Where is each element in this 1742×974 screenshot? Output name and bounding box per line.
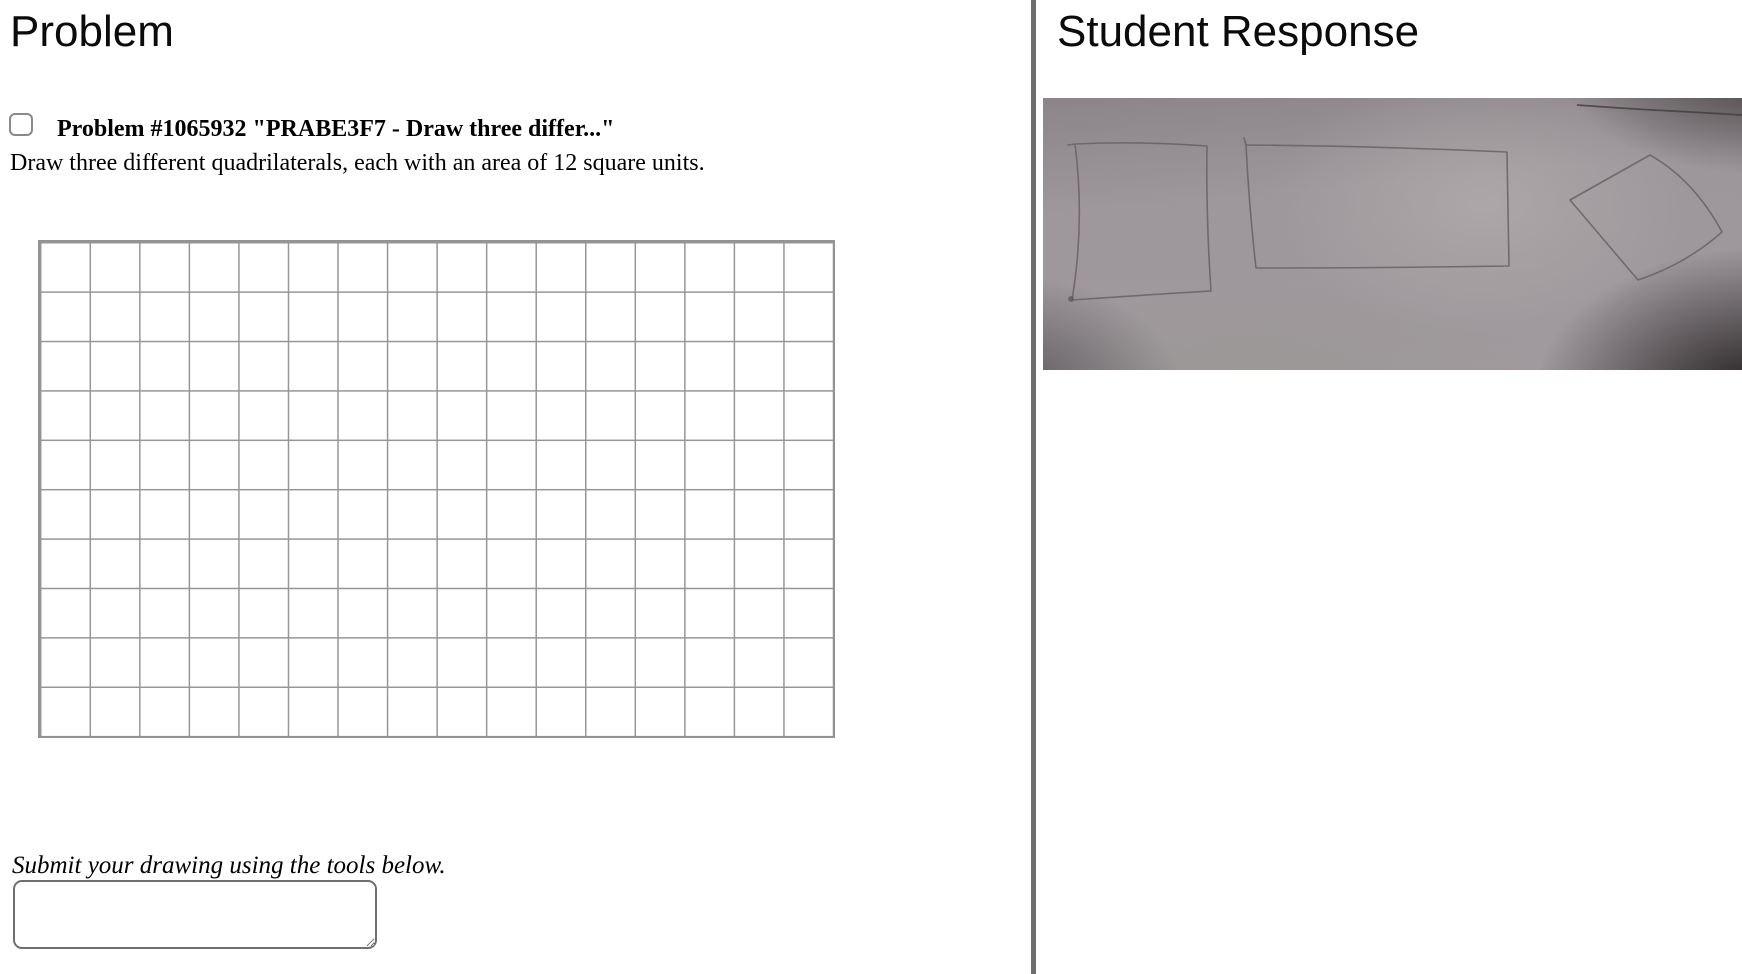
panel-divider [1031,0,1036,974]
pencil-corner-blob [1068,296,1074,302]
student-drawing-overlay [1043,98,1742,370]
problem-select-checkbox[interactable] [9,113,33,136]
drawn-quadrilateral-wide-rectangle [1244,138,1509,268]
problem-panel-title: Problem [10,7,174,56]
problem-description: Draw three different quadrilaterals, each with an area of 12 square units. [10,150,705,176]
answer-textarea[interactable] [13,880,377,949]
drawing-grid [38,240,835,738]
problem-title: Problem #1065932 "PRABE3F7 - Draw three differ..." [57,116,615,142]
student-response-title: Student Response [1057,7,1420,56]
drawn-quadrilateral-rotated-square [1570,155,1722,280]
submit-note: Submit your drawing using the tools below. [12,852,446,879]
student-response-photo [1043,98,1742,370]
drawn-quadrilateral-tall-rectangle [1068,143,1211,300]
stray-pencil-line [1577,105,1742,115]
